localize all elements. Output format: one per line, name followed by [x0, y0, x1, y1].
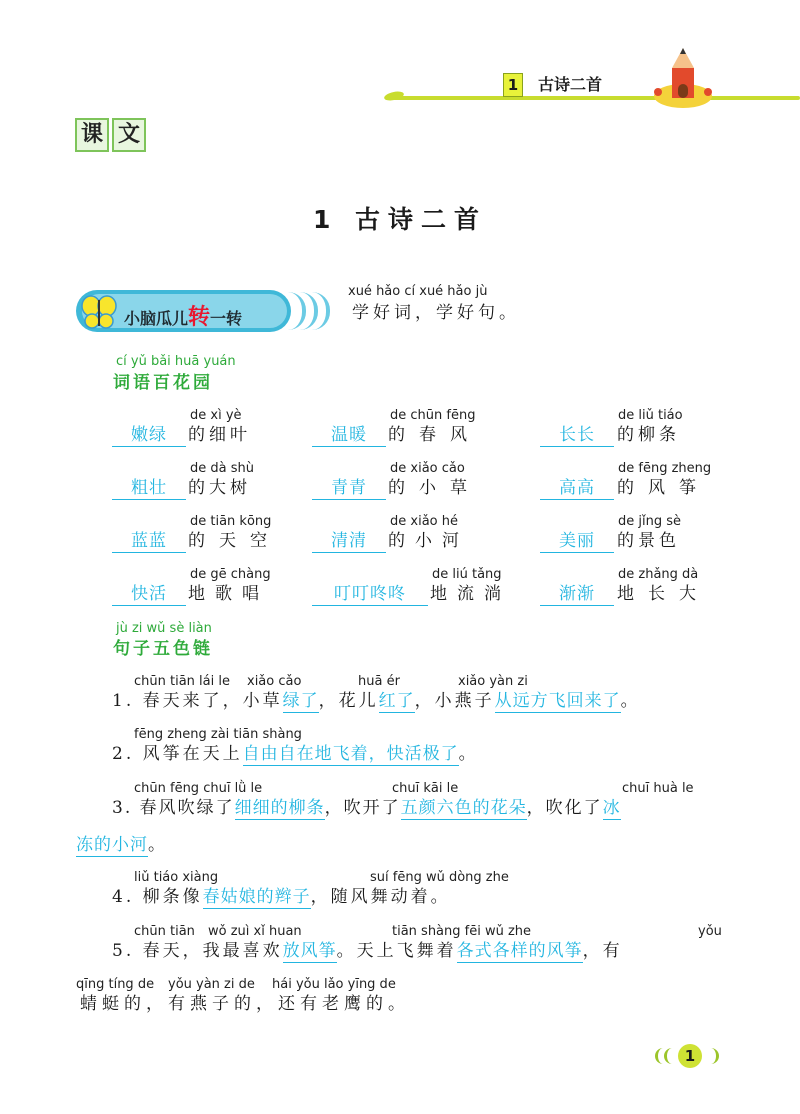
- answer[interactable]: 冻的小河: [76, 835, 148, 855]
- vocab-pinyin: de dà shù: [190, 461, 254, 476]
- page-title: 1 古诗二首: [312, 205, 488, 234]
- vocab-pinyin: de jǐng sè: [618, 514, 682, 529]
- vocab-answer[interactable]: 叮叮咚咚: [312, 583, 428, 606]
- answer[interactable]: 自由自在地飞着，快活极了: [242, 744, 459, 764]
- pinyin: chuī huà le: [622, 781, 694, 796]
- vocab-answer[interactable]: 嫩绿: [112, 424, 186, 447]
- vocab-answer[interactable]: 高高: [540, 477, 614, 500]
- butterfly-icon: [80, 294, 118, 330]
- answer[interactable]: 春姑娘的辫子: [202, 887, 311, 907]
- sentences-pinyin: jù zi wǔ sè liàn: [116, 621, 212, 636]
- section-tag: [75, 118, 149, 152]
- pinyin: yǒu yàn zi de: [168, 977, 255, 992]
- pinyin: tiān shàng fēi wǔ zhe: [392, 924, 532, 939]
- leaf-decoration: [383, 90, 404, 102]
- vocab-answer[interactable]: 渐渐: [540, 583, 614, 606]
- vocab-answer[interactable]: 粗壮: [112, 477, 186, 500]
- vocab-phrase: 的大树: [188, 478, 251, 498]
- pinyin: chūn tiān lái le: [134, 674, 230, 689]
- pinyin: chūn fēng chuī lǜ le: [134, 781, 263, 796]
- answer[interactable]: 细细的柳条: [234, 798, 325, 818]
- answer[interactable]: 各式各样的风筝: [456, 941, 583, 961]
- sentence-5-cont: 蜻蜓的，有燕子的，还有老鹰的。: [80, 994, 410, 1014]
- answer[interactable]: 放风筝: [282, 941, 337, 961]
- header-lesson-title: 古诗二首: [538, 75, 603, 94]
- answer[interactable]: 绿了: [282, 691, 319, 711]
- intro-pinyin: xué hǎo cí xué hǎo jù: [348, 284, 488, 299]
- vocab-answer[interactable]: 快活: [112, 583, 186, 606]
- vocab-pinyin: de xì yè: [190, 408, 242, 423]
- sentence-3: 3. 春风吹绿了细细的柳条，吹开了五颜六色的花朵，吹化了冰: [112, 798, 621, 818]
- vocab-phrase: 的细叶: [188, 425, 251, 445]
- pinyin: yǒu: [698, 924, 722, 939]
- vocab-answer[interactable]: 温暖: [312, 424, 386, 447]
- vocab-pinyin: de zhǎng dà: [618, 567, 699, 582]
- vocab-pinyin: de liú tǎng: [432, 567, 502, 582]
- vocab-pinyin: de tiān kōng: [190, 514, 272, 529]
- pinyin: wǒ zuì xǐ huan: [208, 924, 302, 939]
- banner-chevron: [312, 292, 330, 330]
- pinyin: xiǎo yàn zi: [458, 674, 528, 689]
- section-tag-char: 课: [75, 118, 109, 152]
- vocab-pinyin: de fēng zheng: [618, 461, 712, 476]
- vocab-answer[interactable]: 清清: [312, 530, 386, 553]
- pinyin: suí fēng wǔ dòng zhe: [370, 870, 509, 885]
- banner-highlight: 转: [188, 305, 211, 330]
- pinyin: chūn tiān: [134, 924, 195, 939]
- pinyin: huā ér: [358, 674, 400, 689]
- lesson-number-badge: 1: [503, 73, 523, 97]
- sentence-1: 1. 春天来了，小草绿了，花儿红了，小燕子从远方飞回来了。: [112, 691, 641, 711]
- vocab-phrase: 地流淌: [430, 584, 511, 604]
- vocab-phrase: 的风筝: [617, 478, 710, 498]
- pinyin: chuī kāi le: [392, 781, 459, 796]
- vocab-phrase: 的春风: [388, 425, 481, 445]
- sentence-5: 5. 春天，我最喜欢放风筝。天上飞舞着各式各样的风筝，有: [112, 941, 623, 961]
- sentences-title: 句子五色链: [113, 639, 213, 659]
- answer[interactable]: 冰: [602, 798, 621, 818]
- vocab-phrase: 的天空: [188, 531, 281, 551]
- pinyin: hái yǒu lǎo yīng de: [272, 977, 396, 992]
- sentence-4: 4. 柳条像春姑娘的辫子，随风舞动着。: [112, 887, 451, 907]
- pinyin: qīng tíng de: [76, 977, 155, 992]
- vocab-pinyin: de chūn fēng: [390, 408, 476, 423]
- vocab-answer[interactable]: 蓝蓝: [112, 530, 186, 553]
- vocab-phrase: 的景色: [617, 531, 680, 551]
- sentence-3-cont: 冻的小河。: [76, 835, 167, 855]
- pinyin: liǔ tiáo xiàng: [134, 870, 219, 885]
- answer[interactable]: 五颜六色的花朵: [400, 798, 527, 818]
- sentence-2: 2. 风筝在天上自由自在地飞着，快活极了。: [112, 744, 479, 764]
- banner-title: 小脑瓜儿转一转: [124, 305, 243, 330]
- vocab-pinyin: de xiǎo cǎo: [390, 461, 465, 476]
- vocab-pinyin: de liǔ tiáo: [618, 408, 683, 423]
- page-deco: [664, 1048, 675, 1064]
- pencil-house-icon: [652, 46, 714, 110]
- pinyin: xiǎo cǎo: [247, 674, 302, 689]
- intro-text: 学好词，学好句。: [352, 303, 520, 323]
- vocab-phrase: 地歌唱: [188, 584, 269, 604]
- vocab-pinyin: de gē chàng: [190, 567, 271, 582]
- vocab-answer[interactable]: 美丽: [540, 530, 614, 553]
- answer[interactable]: 红了: [378, 691, 415, 711]
- vocab-phrase: 的小草: [388, 478, 481, 498]
- vocab-phrase: 地长大: [617, 584, 710, 604]
- page-number: 1: [678, 1044, 702, 1068]
- page-deco: [708, 1048, 719, 1064]
- vocab-answer[interactable]: 青青: [312, 477, 386, 500]
- section-tag-char: 文: [112, 118, 146, 152]
- vocab-phrase: 的小河: [388, 531, 469, 551]
- vocab-title: 词语百花园: [113, 373, 213, 393]
- vocab-answer[interactable]: 长长: [540, 424, 614, 447]
- vocab-pinyin: de xiǎo hé: [390, 514, 458, 529]
- vocab-phrase: 的柳条: [617, 425, 680, 445]
- vocab-pinyin: cí yǔ bǎi huā yuán: [116, 354, 236, 369]
- pinyin: fēng zheng zài tiān shàng: [134, 727, 302, 742]
- answer[interactable]: 从远方飞回来了: [494, 691, 621, 711]
